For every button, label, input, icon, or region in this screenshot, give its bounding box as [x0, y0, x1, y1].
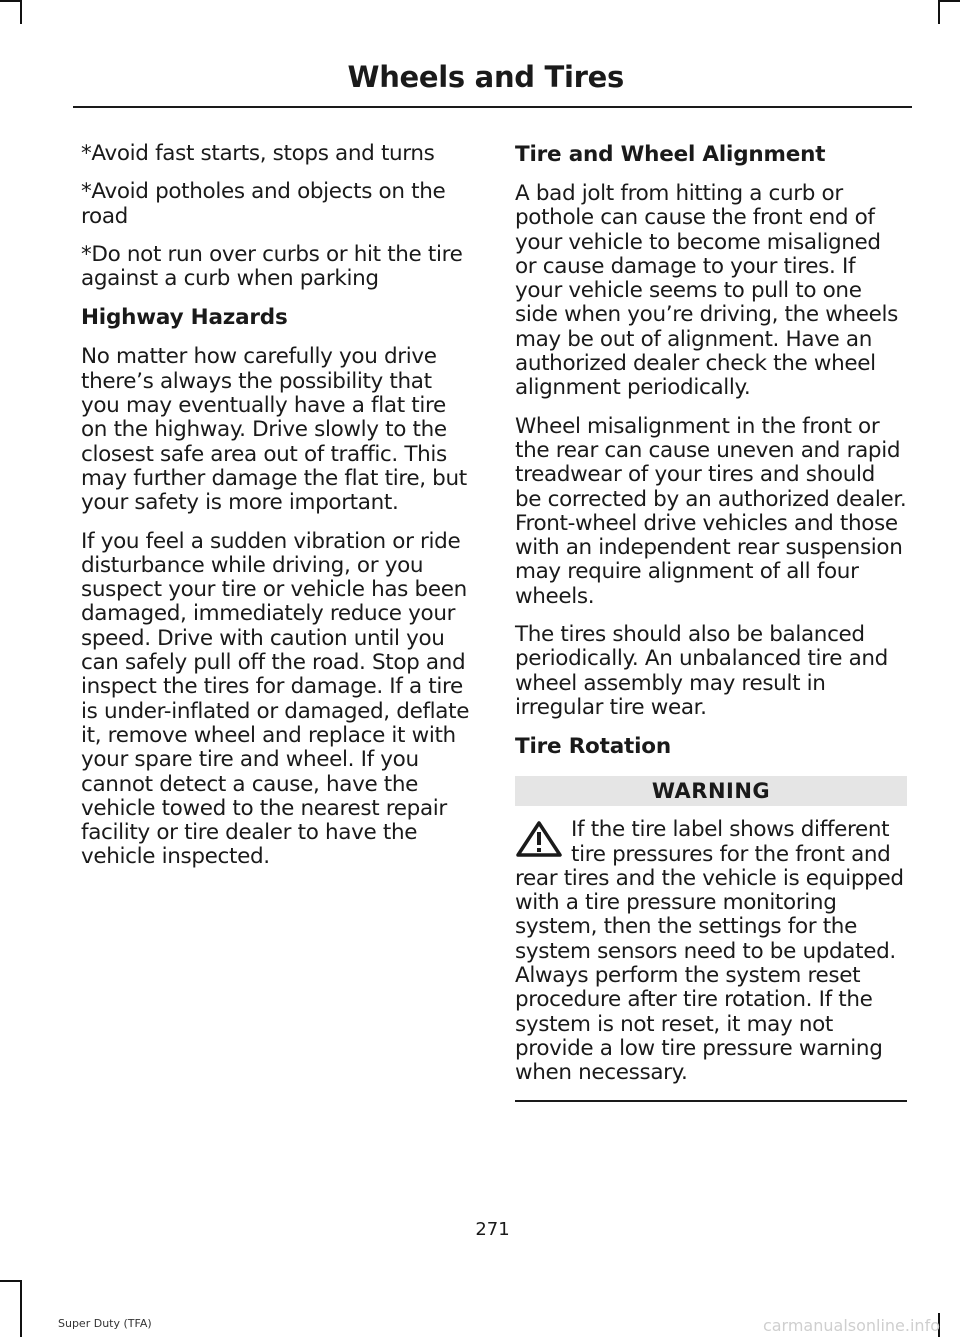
- header-divider: [73, 106, 912, 108]
- paragraph-misalignment: Wheel misalignment in the front or the rear can cause uneven and rapid treadwear of your tires and should be corrected by an authorized dealer. Front-wheel drive vehicles and those with an independent rear suspension may require alignment of all four wheels.: [515, 413, 907, 609]
- crop-mark: [20, 1280, 22, 1337]
- tip-curbs: *Do not run over curbs or hit the tire against a curb when parking: [81, 241, 463, 292]
- crop-mark: [20, 0, 22, 24]
- tip-potholes: *Avoid potholes and objects on the road: [81, 179, 446, 229]
- page-title: Wheels and Tires: [347, 60, 624, 94]
- warning-end-rule: [515, 1100, 907, 1102]
- footer-model: Super Duty (TFA): [58, 1317, 152, 1330]
- warning-box: [515, 818, 907, 1085]
- crop-mark: [0, 1280, 22, 1282]
- heading-highway-hazards: Highway Hazards: [81, 305, 288, 331]
- page-number: 271: [475, 1219, 510, 1240]
- heading-tire-rotation: Tire Rotation: [515, 734, 671, 760]
- paragraph-bad-jolt: A bad jolt from hitting a curb or pothole can cause the front end of your vehicle to become misaligned or cause damage to your tires. If your vehicle seems to pull to one side when you’re driving, the wheels may be out of alignment. Have an authorized dealer check the wheel alignment periodically.: [515, 181, 899, 401]
- crop-mark: [0, 0, 22, 2]
- warning-triangle-icon: [515, 820, 563, 858]
- left-column: [81, 142, 476, 884]
- right-column: [515, 142, 907, 1102]
- crop-mark: [938, 0, 940, 24]
- paragraph-vibration: If you feel a sudden vibration or ride disturbance while driving, or you suspect your tire or vehicle has been damaged, immediately reduce your speed. Drive with caution until you can safely pull off the road. Stop and inspect the tires for damage. If a tire is under-inflated or damaged, deflate it, remove wheel and replace it with your spare tire and wheel. If you cannot detect a cause, have the vehicle towed to the nearest repair facility or tire dealer to have the vehicle inspected.: [81, 528, 470, 870]
- warning-header: WARNING: [515, 776, 907, 806]
- tip-fast-starts: *Avoid fast starts, stops and turns: [81, 141, 435, 166]
- paragraph-balancing: The tires should also be balanced periodically. An unbalanced tire and wheel assembly may result in irregular tire wear.: [515, 622, 888, 720]
- paragraph-flat-tire: No matter how carefully you drive there’s always the possibility that you may eventually have a flat tire on the highway. Drive slowly to the closest safe area out of traffic. This may further damage the flat tire, but your safety is more important.: [81, 344, 467, 516]
- heading-alignment: Tire and Wheel Alignment: [515, 142, 826, 167]
- watermark: carmanualsonline.info: [762, 1316, 940, 1335]
- warning-text: If the tire label shows different tire pressures for the front and rear tires and the vehicle is equipped with a tire pressure monitoring system, then the settings for the system sensors need to be updated. Always perform the system reset procedure after tire rotation. If the system is not reset, it may not provide a low tire pressure warning when necessary.: [515, 817, 904, 1086]
- crop-mark: [938, 0, 960, 2]
